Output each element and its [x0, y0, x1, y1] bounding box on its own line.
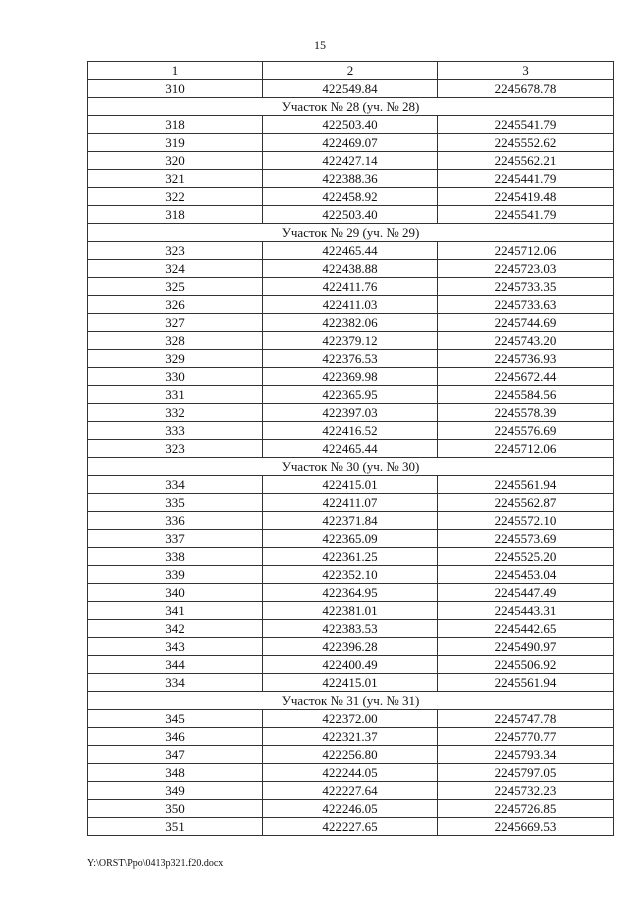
section-row — [88, 458, 614, 476]
x-coordinate-cell: 422415.01 — [263, 476, 438, 494]
x-coordinate-cell: 422503.40 — [263, 116, 438, 134]
point-number-cell: 323 — [88, 242, 263, 260]
y-coordinate-cell: 2245552.62 — [438, 134, 614, 152]
y-coordinate-cell: 2245578.39 — [438, 404, 614, 422]
point-number-cell: 310 — [88, 80, 263, 98]
y-coordinate-cell: 2245506.92 — [438, 656, 614, 674]
table-row — [88, 170, 614, 188]
point-number-cell: 349 — [88, 782, 263, 800]
table-row — [88, 476, 614, 494]
x-coordinate-cell: 422465.44 — [263, 440, 438, 458]
y-coordinate-cell: 2245733.63 — [438, 296, 614, 314]
x-coordinate-cell: 422415.01 — [263, 674, 438, 692]
table-row — [88, 818, 614, 836]
y-coordinate-cell: 2245743.20 — [438, 332, 614, 350]
y-coordinate-cell: 2245793.34 — [438, 746, 614, 764]
x-coordinate-cell: 422400.49 — [263, 656, 438, 674]
y-coordinate-cell: 2245561.94 — [438, 674, 614, 692]
point-number-cell: 319 — [88, 134, 263, 152]
y-coordinate-cell: 2245712.06 — [438, 242, 614, 260]
y-coordinate-cell: 2245797.05 — [438, 764, 614, 782]
table-row — [88, 620, 614, 638]
x-coordinate-cell: 422369.98 — [263, 368, 438, 386]
x-coordinate-cell: 422503.40 — [263, 206, 438, 224]
header-cell: 3 — [438, 62, 614, 80]
point-number-cell: 334 — [88, 476, 263, 494]
page-number: 15 — [314, 38, 326, 52]
table-body — [88, 80, 614, 836]
table-row — [88, 512, 614, 530]
x-coordinate-cell: 422465.44 — [263, 242, 438, 260]
table-row — [88, 584, 614, 602]
header-cell: 2 — [263, 62, 438, 80]
table-row — [88, 422, 614, 440]
x-coordinate-cell: 422372.00 — [263, 710, 438, 728]
x-coordinate-cell: 422416.52 — [263, 422, 438, 440]
point-number-cell: 341 — [88, 602, 263, 620]
x-coordinate-cell: 422364.95 — [263, 584, 438, 602]
x-coordinate-cell: 422227.65 — [263, 818, 438, 836]
y-coordinate-cell: 2245442.65 — [438, 620, 614, 638]
section-title: Участок № 28 (уч. № 28) — [88, 98, 614, 116]
y-coordinate-cell: 2245443.31 — [438, 602, 614, 620]
x-coordinate-cell: 422382.06 — [263, 314, 438, 332]
table-row — [88, 440, 614, 458]
x-coordinate-cell: 422411.76 — [263, 278, 438, 296]
y-coordinate-cell: 2245447.49 — [438, 584, 614, 602]
y-coordinate-cell: 2245584.56 — [438, 386, 614, 404]
point-number-cell: 350 — [88, 800, 263, 818]
table-row — [88, 134, 614, 152]
point-number-cell: 332 — [88, 404, 263, 422]
x-coordinate-cell: 422383.53 — [263, 620, 438, 638]
table-row — [88, 638, 614, 656]
x-coordinate-cell: 422411.07 — [263, 494, 438, 512]
table-row — [88, 368, 614, 386]
table-row — [88, 242, 614, 260]
y-coordinate-cell: 2245541.79 — [438, 116, 614, 134]
x-coordinate-cell: 422427.14 — [263, 152, 438, 170]
table-row — [88, 746, 614, 764]
point-number-cell: 328 — [88, 332, 263, 350]
y-coordinate-cell: 2245732.23 — [438, 782, 614, 800]
y-coordinate-cell: 2245726.85 — [438, 800, 614, 818]
section-row — [88, 224, 614, 242]
y-coordinate-cell: 2245490.97 — [438, 638, 614, 656]
table-row — [88, 602, 614, 620]
y-coordinate-cell: 2245669.53 — [438, 818, 614, 836]
point-number-cell: 342 — [88, 620, 263, 638]
table-row — [88, 152, 614, 170]
table-row — [88, 386, 614, 404]
table-row — [88, 278, 614, 296]
point-number-cell: 324 — [88, 260, 263, 278]
section-title: Участок № 31 (уч. № 31) — [88, 692, 614, 710]
table-row — [88, 260, 614, 278]
y-coordinate-cell: 2245562.21 — [438, 152, 614, 170]
section-row — [88, 98, 614, 116]
file-path-footer: Y:\ORST\Ppo\0413p321.f20.docx — [87, 858, 224, 869]
table-row — [88, 710, 614, 728]
point-number-cell: 333 — [88, 422, 263, 440]
y-coordinate-cell: 2245712.06 — [438, 440, 614, 458]
y-coordinate-cell: 2245678.78 — [438, 80, 614, 98]
x-coordinate-cell: 422321.37 — [263, 728, 438, 746]
table-row — [88, 782, 614, 800]
point-number-cell: 347 — [88, 746, 263, 764]
table-row — [88, 764, 614, 782]
table-row — [88, 332, 614, 350]
x-coordinate-cell: 422227.64 — [263, 782, 438, 800]
y-coordinate-cell: 2245441.79 — [438, 170, 614, 188]
point-number-cell: 346 — [88, 728, 263, 746]
point-number-cell: 338 — [88, 548, 263, 566]
point-number-cell: 325 — [88, 278, 263, 296]
table-row — [88, 656, 614, 674]
point-number-cell: 345 — [88, 710, 263, 728]
y-coordinate-cell: 2245672.44 — [438, 368, 614, 386]
x-coordinate-cell: 422438.88 — [263, 260, 438, 278]
table-row — [88, 350, 614, 368]
x-coordinate-cell: 422246.05 — [263, 800, 438, 818]
point-number-cell: 334 — [88, 674, 263, 692]
y-coordinate-cell: 2245736.93 — [438, 350, 614, 368]
point-number-cell: 329 — [88, 350, 263, 368]
y-coordinate-cell: 2245419.48 — [438, 188, 614, 206]
table-row — [88, 530, 614, 548]
table-header — [88, 62, 614, 80]
table-row — [88, 296, 614, 314]
table-row — [88, 116, 614, 134]
point-number-cell: 336 — [88, 512, 263, 530]
point-number-cell: 321 — [88, 170, 263, 188]
point-number-cell: 340 — [88, 584, 263, 602]
point-number-cell: 322 — [88, 188, 263, 206]
table-row — [88, 674, 614, 692]
x-coordinate-cell: 422388.36 — [263, 170, 438, 188]
coordinates-table — [87, 61, 614, 836]
table-row — [88, 566, 614, 584]
header-row — [88, 62, 614, 80]
section-title: Участок № 29 (уч. № 29) — [88, 224, 614, 242]
y-coordinate-cell: 2245733.35 — [438, 278, 614, 296]
point-number-cell: 327 — [88, 314, 263, 332]
y-coordinate-cell: 2245572.10 — [438, 512, 614, 530]
point-number-cell: 331 — [88, 386, 263, 404]
point-number-cell: 351 — [88, 818, 263, 836]
table-row — [88, 80, 614, 98]
x-coordinate-cell: 422397.03 — [263, 404, 438, 422]
x-coordinate-cell: 422376.53 — [263, 350, 438, 368]
table-row — [88, 404, 614, 422]
y-coordinate-cell: 2245770.77 — [438, 728, 614, 746]
table-row — [88, 548, 614, 566]
point-number-cell: 335 — [88, 494, 263, 512]
y-coordinate-cell: 2245573.69 — [438, 530, 614, 548]
x-coordinate-cell: 422379.12 — [263, 332, 438, 350]
y-coordinate-cell: 2245576.69 — [438, 422, 614, 440]
x-coordinate-cell: 422256.80 — [263, 746, 438, 764]
y-coordinate-cell: 2245525.20 — [438, 548, 614, 566]
x-coordinate-cell: 422365.95 — [263, 386, 438, 404]
x-coordinate-cell: 422361.25 — [263, 548, 438, 566]
x-coordinate-cell: 422458.92 — [263, 188, 438, 206]
y-coordinate-cell: 2245453.04 — [438, 566, 614, 584]
table-row — [88, 188, 614, 206]
y-coordinate-cell: 2245723.03 — [438, 260, 614, 278]
point-number-cell: 343 — [88, 638, 263, 656]
y-coordinate-cell: 2245541.79 — [438, 206, 614, 224]
point-number-cell: 337 — [88, 530, 263, 548]
x-coordinate-cell: 422365.09 — [263, 530, 438, 548]
x-coordinate-cell: 422371.84 — [263, 512, 438, 530]
x-coordinate-cell: 422244.05 — [263, 764, 438, 782]
table-row — [88, 314, 614, 332]
point-number-cell: 330 — [88, 368, 263, 386]
point-number-cell: 348 — [88, 764, 263, 782]
y-coordinate-cell: 2245561.94 — [438, 476, 614, 494]
x-coordinate-cell: 422469.07 — [263, 134, 438, 152]
x-coordinate-cell: 422352.10 — [263, 566, 438, 584]
point-number-cell: 320 — [88, 152, 263, 170]
point-number-cell: 339 — [88, 566, 263, 584]
header-cell: 1 — [88, 62, 263, 80]
table-row — [88, 494, 614, 512]
x-coordinate-cell: 422549.84 — [263, 80, 438, 98]
x-coordinate-cell: 422411.03 — [263, 296, 438, 314]
section-title: Участок № 30 (уч. № 30) — [88, 458, 614, 476]
point-number-cell: 318 — [88, 116, 263, 134]
x-coordinate-cell: 422396.28 — [263, 638, 438, 656]
table-row — [88, 206, 614, 224]
point-number-cell: 344 — [88, 656, 263, 674]
section-row — [88, 692, 614, 710]
point-number-cell: 326 — [88, 296, 263, 314]
point-number-cell: 323 — [88, 440, 263, 458]
y-coordinate-cell: 2245747.78 — [438, 710, 614, 728]
table-row — [88, 800, 614, 818]
x-coordinate-cell: 422381.01 — [263, 602, 438, 620]
y-coordinate-cell: 2245744.69 — [438, 314, 614, 332]
y-coordinate-cell: 2245562.87 — [438, 494, 614, 512]
table-row — [88, 728, 614, 746]
point-number-cell: 318 — [88, 206, 263, 224]
